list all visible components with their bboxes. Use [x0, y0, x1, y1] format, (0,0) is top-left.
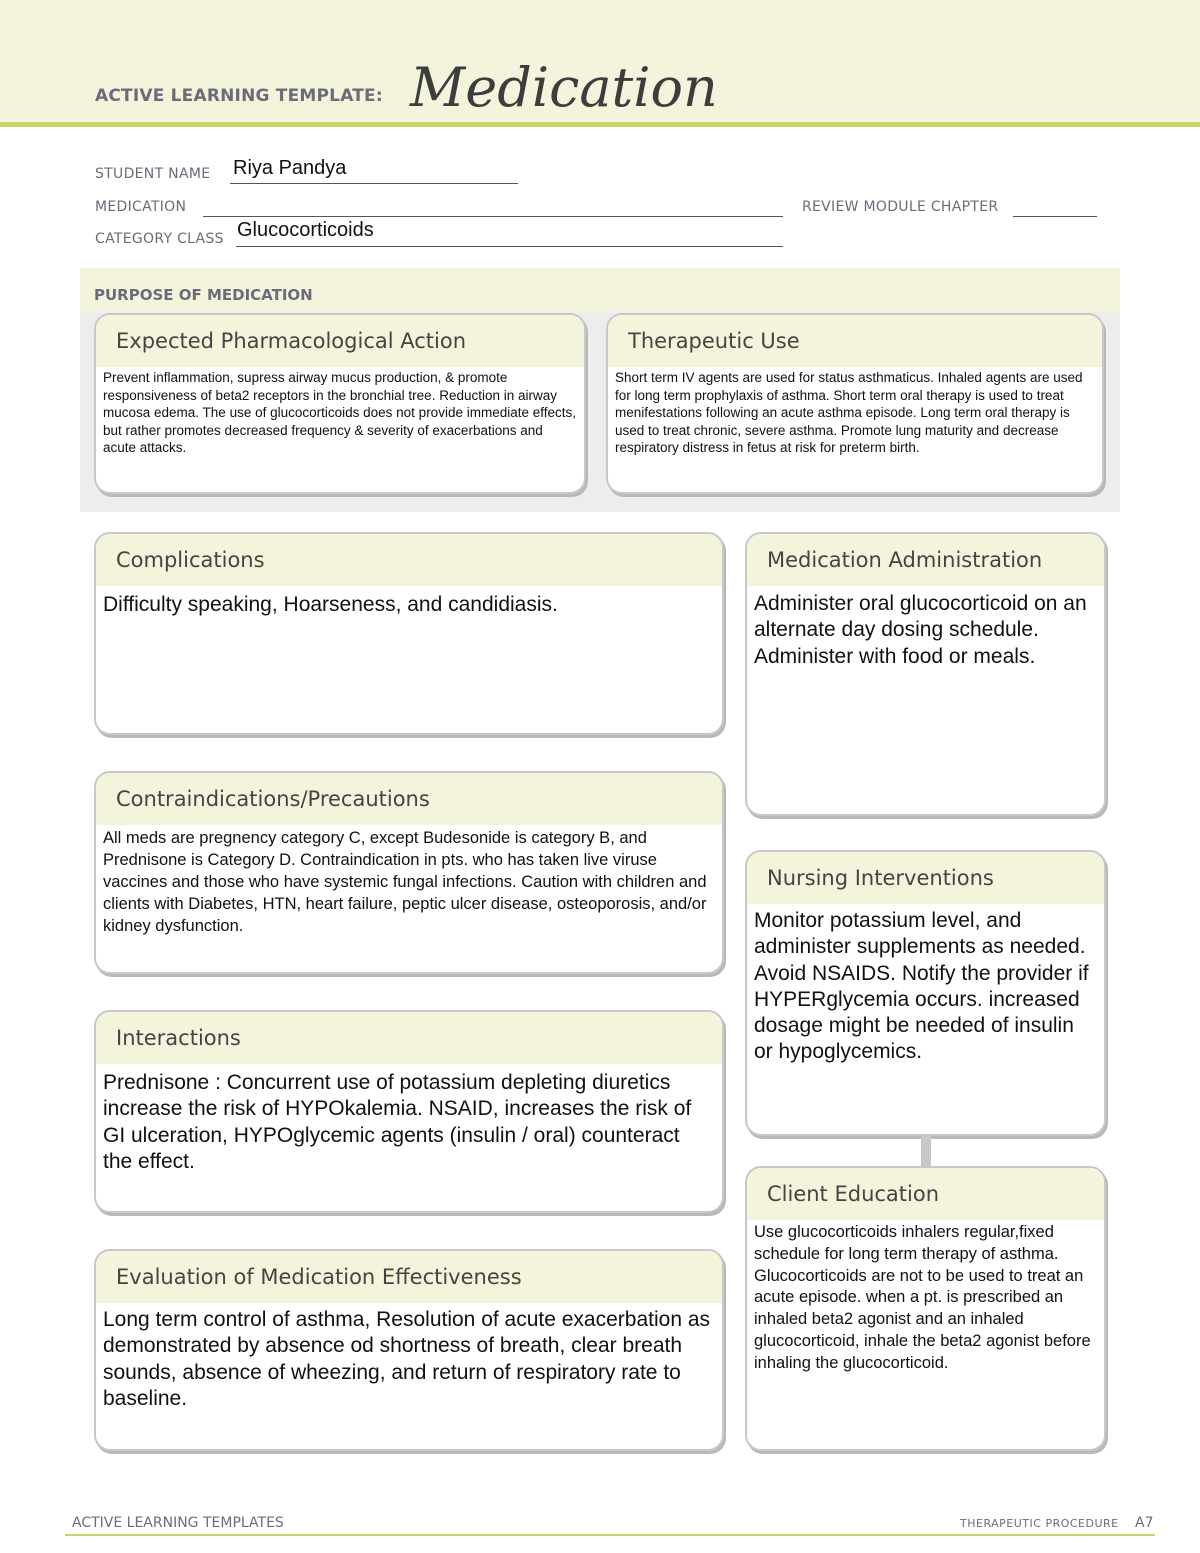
template-label: ACTIVE LEARNING TEMPLATE: [95, 86, 383, 106]
administration-line: Administer oral glucocorticoid on an alternate day dosing schedule. [754, 592, 1087, 642]
expected-action-title: Expected Pharmacological Action [96, 315, 584, 367]
expected-action-card [94, 313, 586, 494]
medication-underline [203, 216, 783, 217]
contraindications-text[interactable]: All meds are pregnency category C, except Budesonide is category B, and Prednisone is Category D. Contraindication in pts. who has taken live viruse vaccines and those who have systemic fungal infections. Caution with children and clients with Diabetes, HTN, heart failure, peptic ulcer disease, osteoporosis, and/or kidney dysfunction. [103, 829, 707, 935]
purpose-label: PURPOSE OF MEDICATION [94, 286, 313, 304]
client-education-text[interactable]: Use glucocorticoids inhalers regular,fixed schedule for long term therapy of asthma. Glucocorticoids are not to be used to treat an acute episode. when a pt. is prescribed an inhaled beta2 agonist and an inhaled glucocorticoid, inhale the beta2 agonist before inhaling the glucocorticoid. [754, 1223, 1091, 1372]
administration-title: Medication Administration [747, 534, 1104, 586]
complications-title: Complications [96, 534, 722, 586]
therapeutic-use-card [606, 313, 1104, 494]
footer-accent-line [65, 1534, 1155, 1536]
nursing-interventions-card [745, 850, 1106, 1136]
student-name-underline [230, 183, 518, 184]
therapeutic-use-title: Therapeutic Use [608, 315, 1102, 367]
client-education-title: Client Education [747, 1168, 1104, 1220]
contraindications-card [94, 771, 724, 974]
footer-right-label: THERAPEUTIC PROCEDURE [960, 1517, 1119, 1530]
evaluation-card [94, 1249, 724, 1451]
page-title: Medication [410, 56, 718, 119]
interactions-card [94, 1010, 724, 1213]
student-name-field[interactable]: Riya Pandya [233, 157, 347, 179]
interactions-title: Interactions [96, 1012, 722, 1064]
category-class-field[interactable]: Glucocorticoids [237, 219, 374, 241]
administration-text[interactable] [747, 586, 1104, 670]
review-module-underline [1013, 216, 1097, 217]
therapeutic-use-text[interactable]: Short term IV agents are used for status asthmaticus. Inhaled agents are used for long term prophylaxis of asthma. Short term oral therapy is used to treat menifestations following an acute asthma episode. Long term oral therapy is used to treat chronic, severe asthma. Promote lung maturity and decrease respiratory distress in fetus at risk for preterm birth. [615, 370, 1083, 456]
interactions-text[interactable]: Prednisone : Concurrent use of potassium depleting diuretics increase the risk of HYPOkalemia. NSAID, increases the risk of GI ulceration, HYPOglycemic agents (insulin / oral) counteract the effect. [103, 1071, 692, 1173]
category-class-underline [236, 246, 783, 247]
administration-card [745, 532, 1106, 816]
nursing-interventions-title: Nursing Interventions [747, 852, 1104, 904]
evaluation-text[interactable]: Long term control of asthma, Resolution of acute exacerbation as demonstrated by absence od shortness of breath, clear breath sounds, absence of wheezing, and return of respiratory rate to baseline. [103, 1308, 711, 1410]
administration-line: Administer with food or meals. [754, 644, 1036, 668]
footer-left-label: ACTIVE LEARNING TEMPLATES [72, 1515, 284, 1531]
category-class-label: CATEGORY CLASS [95, 231, 224, 247]
evaluation-title: Evaluation of Medication Effectiveness [96, 1251, 722, 1303]
contraindications-title: Contraindications/Precautions [96, 773, 722, 825]
client-education-card [745, 1166, 1106, 1451]
expected-action-text[interactable]: Prevent inflammation, supress airway mucus production, & promote responsiveness of beta2 receptors in the bronchial tree. Reduction in airway mucosa edema. The use of glucocorticoids does not provide immediate effects, but rather promotes decreased frequency & severity of exacerbations and acute attacks. [103, 370, 577, 456]
card-connector [921, 1136, 931, 1166]
student-name-label: STUDENT NAME [95, 166, 211, 182]
complications-text[interactable]: Difficulty speaking, Hoarseness, and candidiasis. [103, 593, 558, 616]
medication-label: MEDICATION [95, 199, 187, 215]
page-number: A7 [1135, 1515, 1154, 1531]
header-accent-line [0, 122, 1200, 127]
nursing-interventions-text[interactable]: Monitor potassium level, and administer supplements as needed. Avoid NSAIDS. Notify the provider if HYPERglycemia occurs. increased dosage might be needed of insulin or hypoglycemics. [754, 909, 1089, 1064]
complications-card [94, 532, 724, 735]
review-module-label: REVIEW MODULE CHAPTER [802, 199, 999, 215]
